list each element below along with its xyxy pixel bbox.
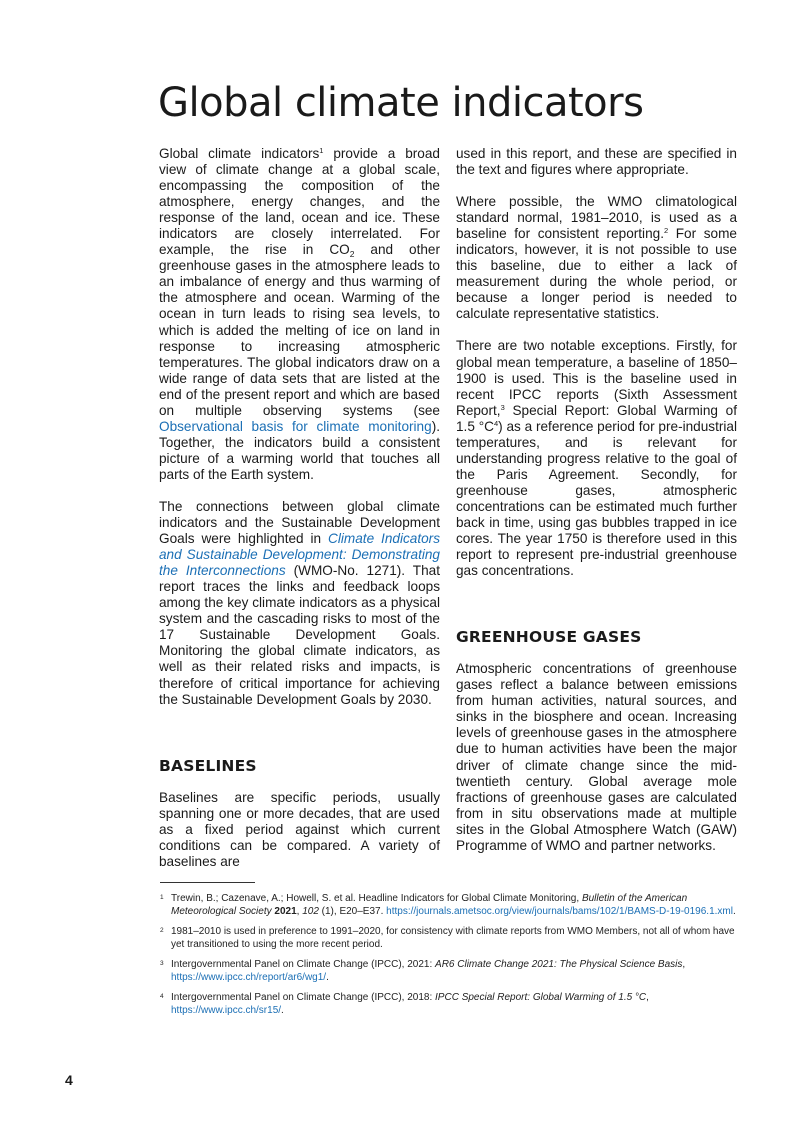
footnote-ref-2[interactable]: 2 bbox=[663, 226, 669, 236]
footnote-number: 4 bbox=[160, 993, 164, 1000]
baselines-heading: BASELINES bbox=[159, 756, 257, 775]
footnote-4: 4 Intergovernmental Panel on Climate Change (IPCC), 2018: IPCC Special Report: Global Warming of 1.5 °C, https://www.ipcc.ch/sr15/. bbox=[160, 992, 649, 1016]
observational-basis-link[interactable]: Observational basis for climate monitoring bbox=[159, 418, 432, 434]
exceptions-paragraph: There are two notable exceptions. Firstly, for global mean temperature, a baseline of 1850–1900 is used. This is the baseline used in recent IPCC reports (Sixth Assessment Report,$^3$ Special Report: Global Warming of 1.5 $^\circ C^4$) as a reference period for pre-industrial temperatures, and is relevant for understanding progress relative to the goal of the Paris Agreement. Secondly, for greenhouse gases, atmospheric concentrations can be estimated much further back in time, using gas bubbles trapped in ice cores. The year 1750 is therefore used in this report to represent pre-industrial greenhouse gas concentrations. bbox=[456, 338, 737, 579]
journal-year: 2021 bbox=[271, 905, 297, 917]
page-title: Global climate indicators bbox=[158, 80, 644, 126]
footnote-number: 2 bbox=[160, 927, 164, 934]
footnote-2: 2 1981–2010 is used in preference to 1991–2020, for consistency with climate reports from WMO Members, not all of whom have yet transitioned to using the more recent period. bbox=[160, 926, 735, 950]
footnote-1: 1 Trewin, B.; Cazenave, A.; Howell, S. et al. Headline Indicators for Global Climate Monitoring, Bulletin of the American Meteorological Society 2021, 102 (1), E20–E37. https://journals.ametsoc.org/view/journals/bams/102/1/BAMS-D-19-0196.1.xml. bbox=[160, 893, 736, 917]
footnote-number: 3 bbox=[160, 960, 164, 967]
footnote-3: 3 Intergovernmental Panel on Climate Change (IPCC), 2021: AR6 Climate Change 2021: The Physical Science Basis, https://www.ipcc.ch/report/ar6/wg1/. bbox=[160, 959, 686, 983]
footnotes bbox=[160, 893, 750, 1025]
footnote-ref-1[interactable]: 1 bbox=[319, 146, 324, 155]
baselines-continued-paragraph: used in this report, and these are specified in the text and figures where appropriate. bbox=[456, 146, 737, 178]
wmo-normal-paragraph: Where possible, the WMO climatological standard normal, 1981–2010, is used as a baseline for consistent reporting.$^2$ For some indicators, however, it is not possible to use this baseline, due to either a lack of measurement during the whole period, or because a longer period is needed to calculate representative statistics. bbox=[456, 194, 737, 322]
left-column bbox=[159, 146, 440, 870]
footnote-ref-4[interactable]: 4 bbox=[493, 418, 499, 428]
intro-paragraph: Global climate indicators$^1$ provide a broad view of climate change at a global scale, encompassing the composition of the atmosphere, energy changes, and the response of the land, ocean and ice. These indicators are closely interrelated. For example, the rise in $CO_2$ and other greenhouse gases in the atmosphere leads to an imbalance of energy and thus warming of the atmosphere and ocean. Warming of the ocean in turn leads to rising sea levels, to which is added the melting of ice on land in response to increasing atmospheric temperatures. The global indicators draw on a wide range of data sets that are listed at the end of the present report and which are based on multiple observing systems (see Observational basis for climate monitoring). Together, the indicators build a consistent picture of a warming world that touches all parts of the Earth system. bbox=[159, 146, 441, 482]
footnote-4-link[interactable]: https://www.ipcc.ch/sr15/ bbox=[171, 1004, 282, 1016]
page-number: 4 bbox=[65, 1072, 73, 1088]
report-title: AR6 Climate Change 2021: The Physical Science Basis bbox=[435, 959, 683, 970]
footnote-1-link[interactable]: https://journals.ametsoc.org/view/journals/bams/102/1/BAMS-D-19-0196.1.xml bbox=[386, 905, 733, 917]
footnote-number: 1 bbox=[160, 894, 164, 901]
climate-indicators-report-link[interactable]: Climate Indicators and Sustainable Development: Demonstrating the Interconnections bbox=[159, 531, 440, 579]
footnote-3-link[interactable]: https://www.ipcc.ch/report/ar6/wg1/ bbox=[171, 971, 327, 983]
footnote-divider bbox=[160, 882, 255, 883]
baselines-paragraph: Baselines are specific periods, usually spanning one or more decades, that are used as a fixed period against which current conditions can be compared. A variety of baselines are bbox=[159, 789, 440, 869]
greenhouse-gases-heading: GREENHOUSE GASES bbox=[456, 628, 642, 647]
journal-title: Bulletin of the American Meteorological Society bbox=[171, 893, 688, 917]
right-column bbox=[456, 146, 737, 854]
footnote-ref-3[interactable]: 3 bbox=[500, 402, 505, 412]
report-title: IPCC Special Report: Global Warming of 1.5 °C bbox=[435, 992, 647, 1003]
co2-subscript: 2 bbox=[349, 249, 355, 260]
greenhouse-gases-paragraph: Atmospheric concentrations of greenhouse gases reflect a balance between emissions from human activities, natural sources, and sinks in the biosphere and ocean. Increasing levels of greenhouse gases in the atmosphere due to human activities have been the major driver of climate change since the mid-twentieth century. Global average mole fractions of greenhouse gases are calculated from in situ observations made at multiple sites in the Global Atmosphere Watch (GAW) Programme of WMO and partner networks. bbox=[456, 661, 737, 853]
sdg-paragraph: The connections between global climate indicators and the Sustainable Development Goals were highlighted in Climate Indicators and Sustainable Development: Demonstrating the Interconnections (WMO-No. 1271). That report traces the links and feedback loops among the key climate indicators as a physical system and the cascading risks to most of the 17 Sustainable Development Goals. Monitoring the global climate indicators, as well as their related risks and impacts, is therefore of critical importance for achieving the Sustainable Development Goals by 2030. bbox=[159, 498, 440, 707]
journal-volume: 102 bbox=[302, 905, 319, 917]
